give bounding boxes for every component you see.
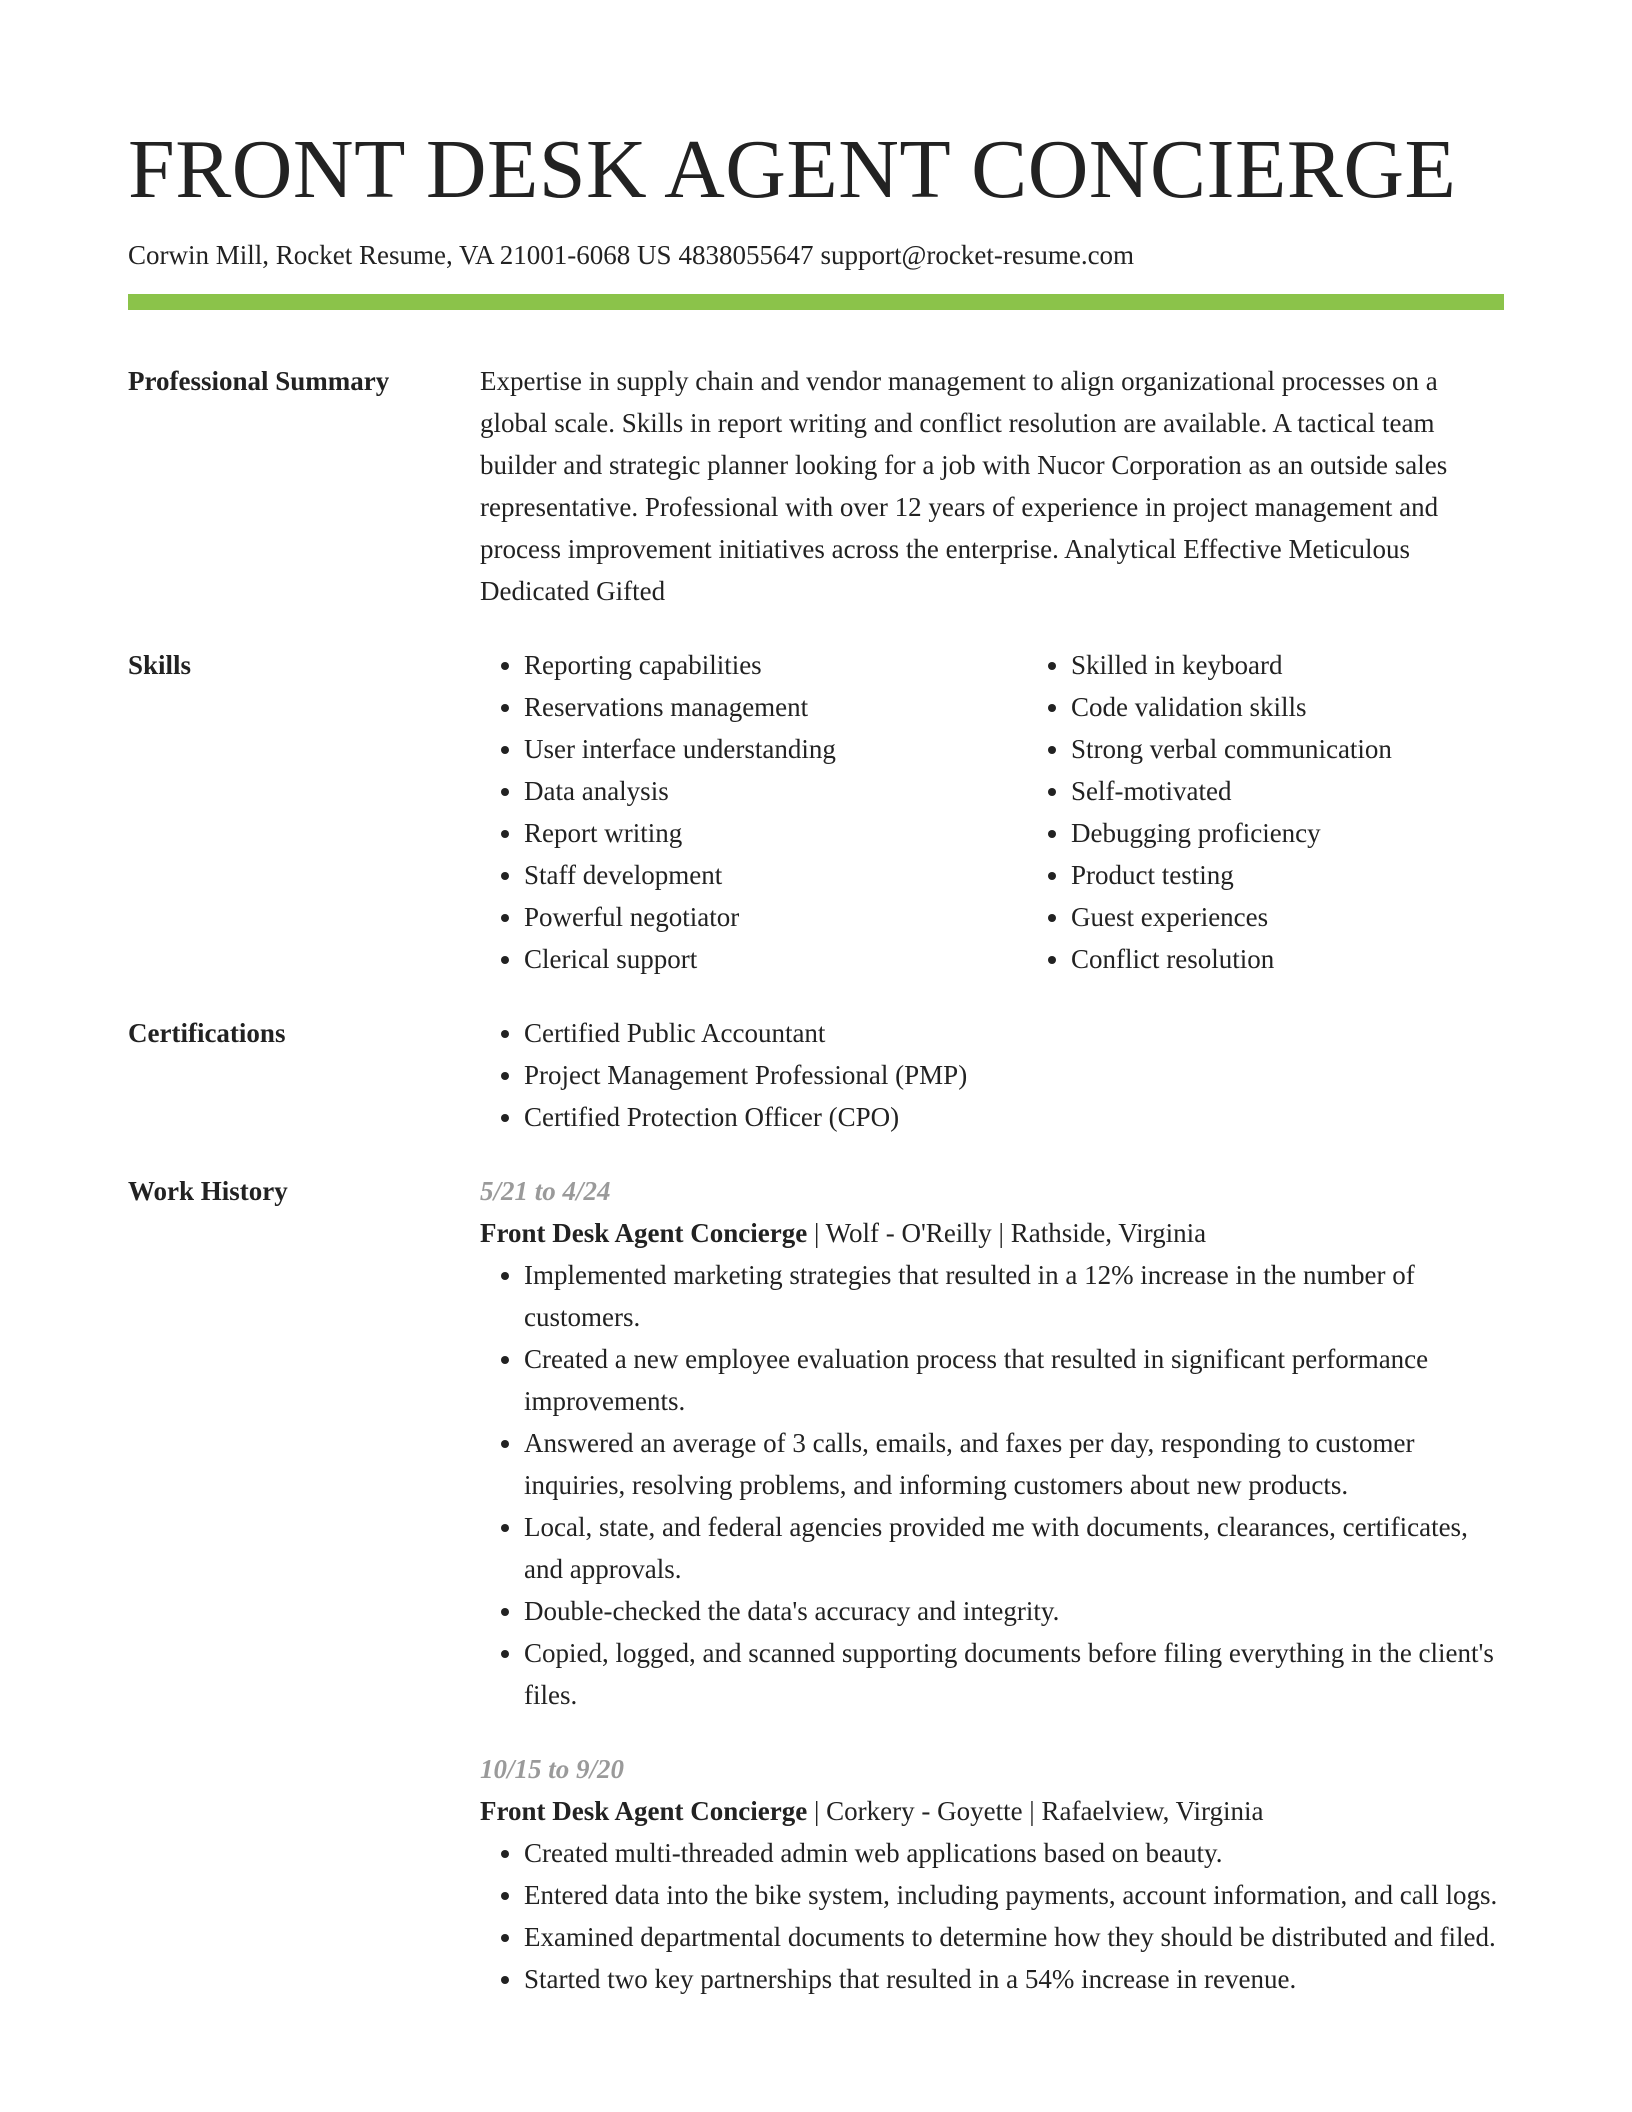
summary-heading: Professional Summary <box>128 366 390 396</box>
skill-item: • Report writing <box>524 812 1027 854</box>
job-company-location: | Wolf - O'Reilly | Rathside, Virginia <box>807 1218 1207 1248</box>
summary-section <box>128 360 1504 612</box>
job-duty: • Local, state, and federal agencies provided me with documents, clearances, certificates, and approvals. <box>524 1506 1504 1590</box>
skills-body <box>480 644 1574 980</box>
skills-list-right <box>1027 644 1574 980</box>
job-entry <box>480 1748 1504 2000</box>
resume-page <box>128 122 1504 2000</box>
job-heading <box>480 1212 1504 1254</box>
skill-item: • Conflict resolution <box>1071 938 1574 980</box>
skill-item: • Code validation skills <box>1071 686 1574 728</box>
job-title: Front Desk Agent Concierge <box>480 1218 808 1248</box>
skill-item: • Clerical support <box>524 938 1027 980</box>
summary-text: Expertise in supply chain and vendor management to align organizational processes on a global scale. Skills in report writing and conflict resolution are available. A tactical team builder and strategic planner looking for a job with Nucor Corporation as an outside sales representative. Professional with over 12 years of experience in project management and process improvement initiatives across the enterprise. Analytical Effective Meticulous Dedicated Gifted <box>480 366 1448 606</box>
certifications-heading: Certifications <box>128 1018 286 1048</box>
job-title: Front Desk Agent Concierge <box>480 1796 808 1826</box>
skills-list-left <box>480 644 1027 980</box>
skill-item: • Skilled in keyboard <box>1071 644 1574 686</box>
contact-address: Corwin Mill, Rocket Resume, VA 21001-6068 US <box>128 240 672 270</box>
skill-item: • Reservations management <box>524 686 1027 728</box>
contact-line <box>128 238 1504 272</box>
work-history-section <box>128 1170 1504 2000</box>
job-duty: • Double-checked the data's accuracy and integrity. <box>524 1590 1504 1632</box>
job-dates: 5/21 to 4/24 <box>480 1176 611 1206</box>
job-duty: • Copied, logged, and scanned supporting documents before filing everything in the client's files. <box>524 1632 1504 1716</box>
skill-item: • Self-motivated <box>1071 770 1574 812</box>
certifications-body <box>480 1012 1504 1138</box>
job-heading <box>480 1790 1504 1832</box>
certification-item: • Project Management Professional (PMP) <box>524 1054 1504 1096</box>
work-history-body <box>480 1170 1504 2000</box>
skill-item: • Powerful negotiator <box>524 896 1027 938</box>
job-dates: 10/15 to 9/20 <box>480 1754 625 1784</box>
job-duty: • Examined departmental documents to determine how they should be distributed and filed. <box>524 1916 1504 1958</box>
job-duties-list <box>480 1254 1504 1716</box>
job-duty: • Implemented marketing strategies that resulted in a 12% increase in the number of customers. <box>524 1254 1504 1338</box>
skill-item: • Guest experiences <box>1071 896 1574 938</box>
skill-item: • Debugging proficiency <box>1071 812 1574 854</box>
job-duty: • Started two key partnerships that resulted in a 54% increase in revenue. <box>524 1958 1504 2000</box>
contact-email: support@rocket-resume.com <box>820 240 1135 270</box>
skills-grid <box>480 644 1574 980</box>
certification-item: • Certified Protection Officer (CPO) <box>524 1096 1504 1138</box>
skill-item: • Data analysis <box>524 770 1027 812</box>
skill-item: • Staff development <box>524 854 1027 896</box>
skill-item: • Product testing <box>1071 854 1574 896</box>
job-duty: • Created a new employee evaluation process that resulted in significant performance improvements. <box>524 1338 1504 1422</box>
job-duty: • Created multi-threaded admin web applications based on beauty. <box>524 1832 1504 1874</box>
job-duties-list <box>480 1832 1504 2000</box>
work-history-heading: Work History <box>128 1176 288 1206</box>
skill-item: • Reporting capabilities <box>524 644 1027 686</box>
job-company-location: | Corkery - Goyette | Rafaelview, Virginia <box>807 1796 1264 1826</box>
certification-item: • Certified Public Accountant <box>524 1012 1504 1054</box>
accent-divider <box>128 294 1504 310</box>
skills-section <box>128 644 1504 980</box>
job-duty: • Answered an average of 3 calls, emails, and faxes per day, responding to customer inquiries, resolving problems, and informing customers about new products. <box>524 1422 1504 1506</box>
job-duty: • Entered data into the bike system, including payments, account information, and call logs. <box>524 1874 1504 1916</box>
certifications-section <box>128 1012 1504 1138</box>
certifications-list <box>480 1012 1504 1138</box>
resume-name: FRONT DESK AGENT CONCIERGE <box>128 123 1457 216</box>
skill-item: • Strong verbal communication <box>1071 728 1574 770</box>
skill-item: • User interface understanding <box>524 728 1027 770</box>
skills-heading: Skills <box>128 650 192 680</box>
contact-phone: 4838055647 <box>678 240 814 270</box>
job-entry <box>480 1170 1504 1716</box>
